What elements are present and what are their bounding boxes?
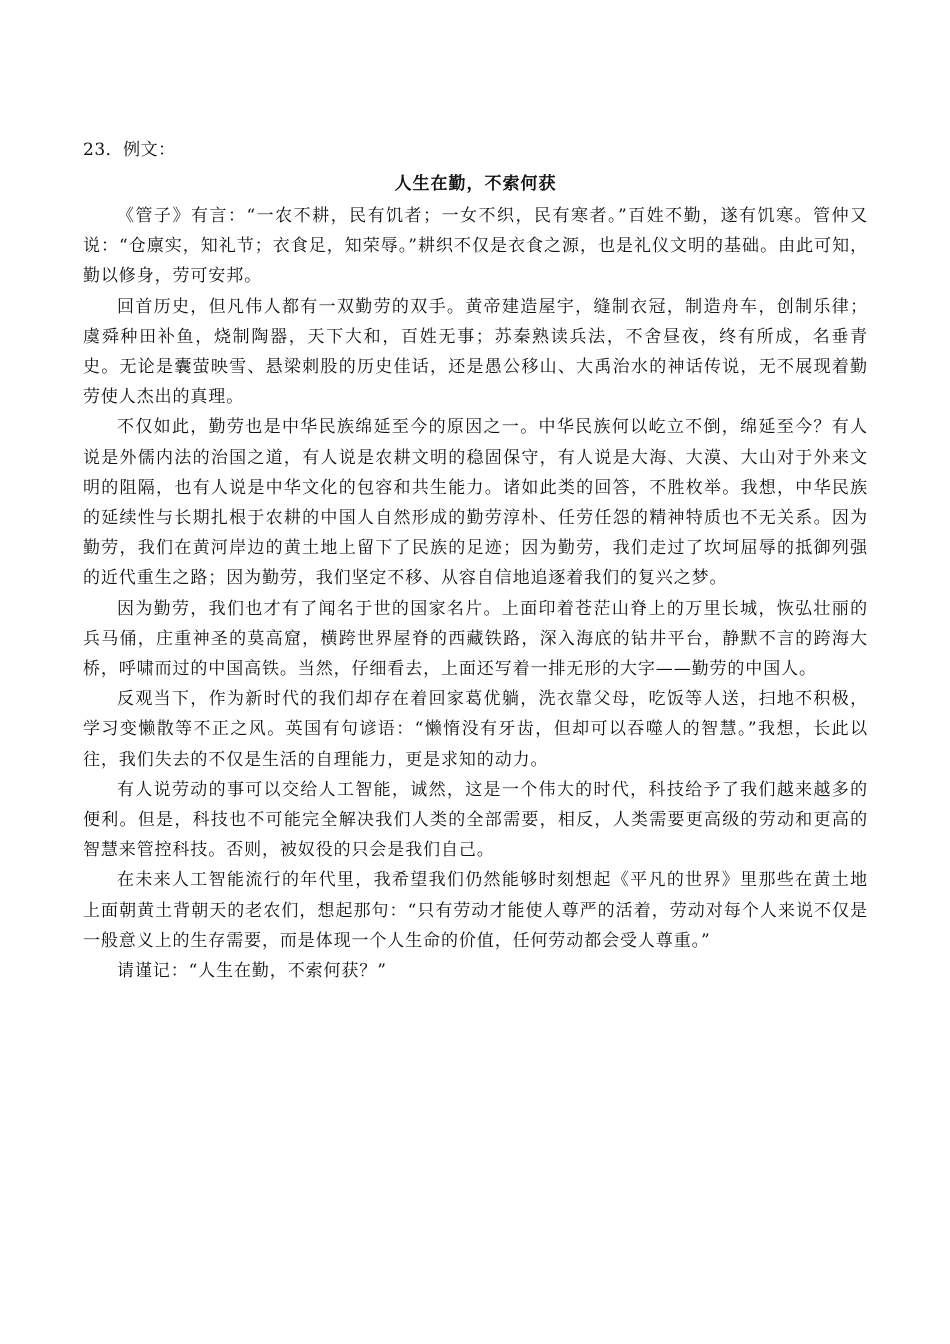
paragraph-8: 请谨记：“人生在勤，不索何获？” xyxy=(117,961,387,982)
paragraph-6: 有人说劳动的事可以交给人工智能，诚然，这是一个伟大的时代，科技给予了我们越来越多的便利。但是，科技也不可能完全解决我们人类的全部需要，相反，人类需要更高级的劳动和更高的智慧来管控科技。否则，被奴役的只会是我们自己。 xyxy=(83,779,868,861)
paragraph-4: 因为勤劳，我们也才有了闻名于世的国家名片。上面印着苍茫山脊上的万里长城，恢弘壮丽的兵马俑，庄重神圣的莫高窟，横跨世界屋脊的西藏铁路，深入海底的钻井平台，静默不言的跨海大桥，呼啸而过的中国高铁。当然，仔细看去，上面还写着一排无形的大字——勤劳的中国人。 xyxy=(83,598,868,680)
question-label: 23．例文： xyxy=(83,140,176,160)
essay-title: 人生在勤，不索何获 xyxy=(394,174,557,194)
paragraph-7: 在未来人工智能流行的年代里，我希望我们仍然能够时刻想起《平凡的世界》里那些在黄土地上面朝黄土背朝天的老农们，想起那句：“只有劳动才能使人尊严的活着，劳动对每个人来说不仅是一般意义上的生存需要，而是体现一个人生命的价值，任何劳动都会受人尊重。” xyxy=(83,870,868,951)
paragraph-1: 《管子》有言：“一农不耕，民有饥者；一女不织，民有寒者。”百姓不勤，遂有饥寒。管仲又说：“仓廪实，知礼节；衣食足，知荣辱。”耕织不仅是衣食之源，也是礼仪文明的基础。由此可知，勤以修身，劳可安邦。 xyxy=(83,206,868,287)
paragraph-5: 反观当下，作为新时代的我们却存在着回家葛优躺，洗衣靠父母，吃饭等人送，扫地不积极，学习变懒散等不正之风。英国有句谚语：“懒惰没有牙齿，但却可以吞噬人的智慧。”我想，长此以往，我们失去的不仅是生活的自理能力，更是求知的动力。 xyxy=(83,689,868,770)
paragraph-2: 回首历史，但凡伟人都有一双勤劳的双手。黄帝建造屋宇，缝制衣冠，制造舟车，创制乐律；虞舜种田补鱼，烧制陶器，天下大和，百姓无事；苏秦熟读兵法，不舍昼夜，终有所成，名垂青史。无论是囊萤映雪、悬梁刺股的历史佳话，还是愚公移山、大禹治水的神话传说，无不展现着勤劳使人杰出的真理。 xyxy=(83,296,868,408)
document-page xyxy=(83,137,868,986)
paragraph-3: 不仅如此，勤劳也是中华民族绵延至今的原因之一。中华民族何以屹立不倒，绵延至今？有人说是外儒内法的治国之道，有人说是农耕文明的稳固保守，有人说是大海、大漠、大山对于外来文明的阻隔，也有人说是中华文化的包容和共生能力。诸如此类的回答，不胜枚举。我想，中华民族的延续性与长期扎根于农耕的中国人自然形成的勤劳淳朴、任劳任怨的精神特质也不无关系。因为勤劳，我们在黄河岸边的黄土地上留下了民族的足迹；因为勤劳，我们走过了坎坷屈辱的抵御列强的近代重生之路；因为勤劳，我们坚定不移、从容自信地追逐着我们的复兴之梦。 xyxy=(83,417,868,589)
